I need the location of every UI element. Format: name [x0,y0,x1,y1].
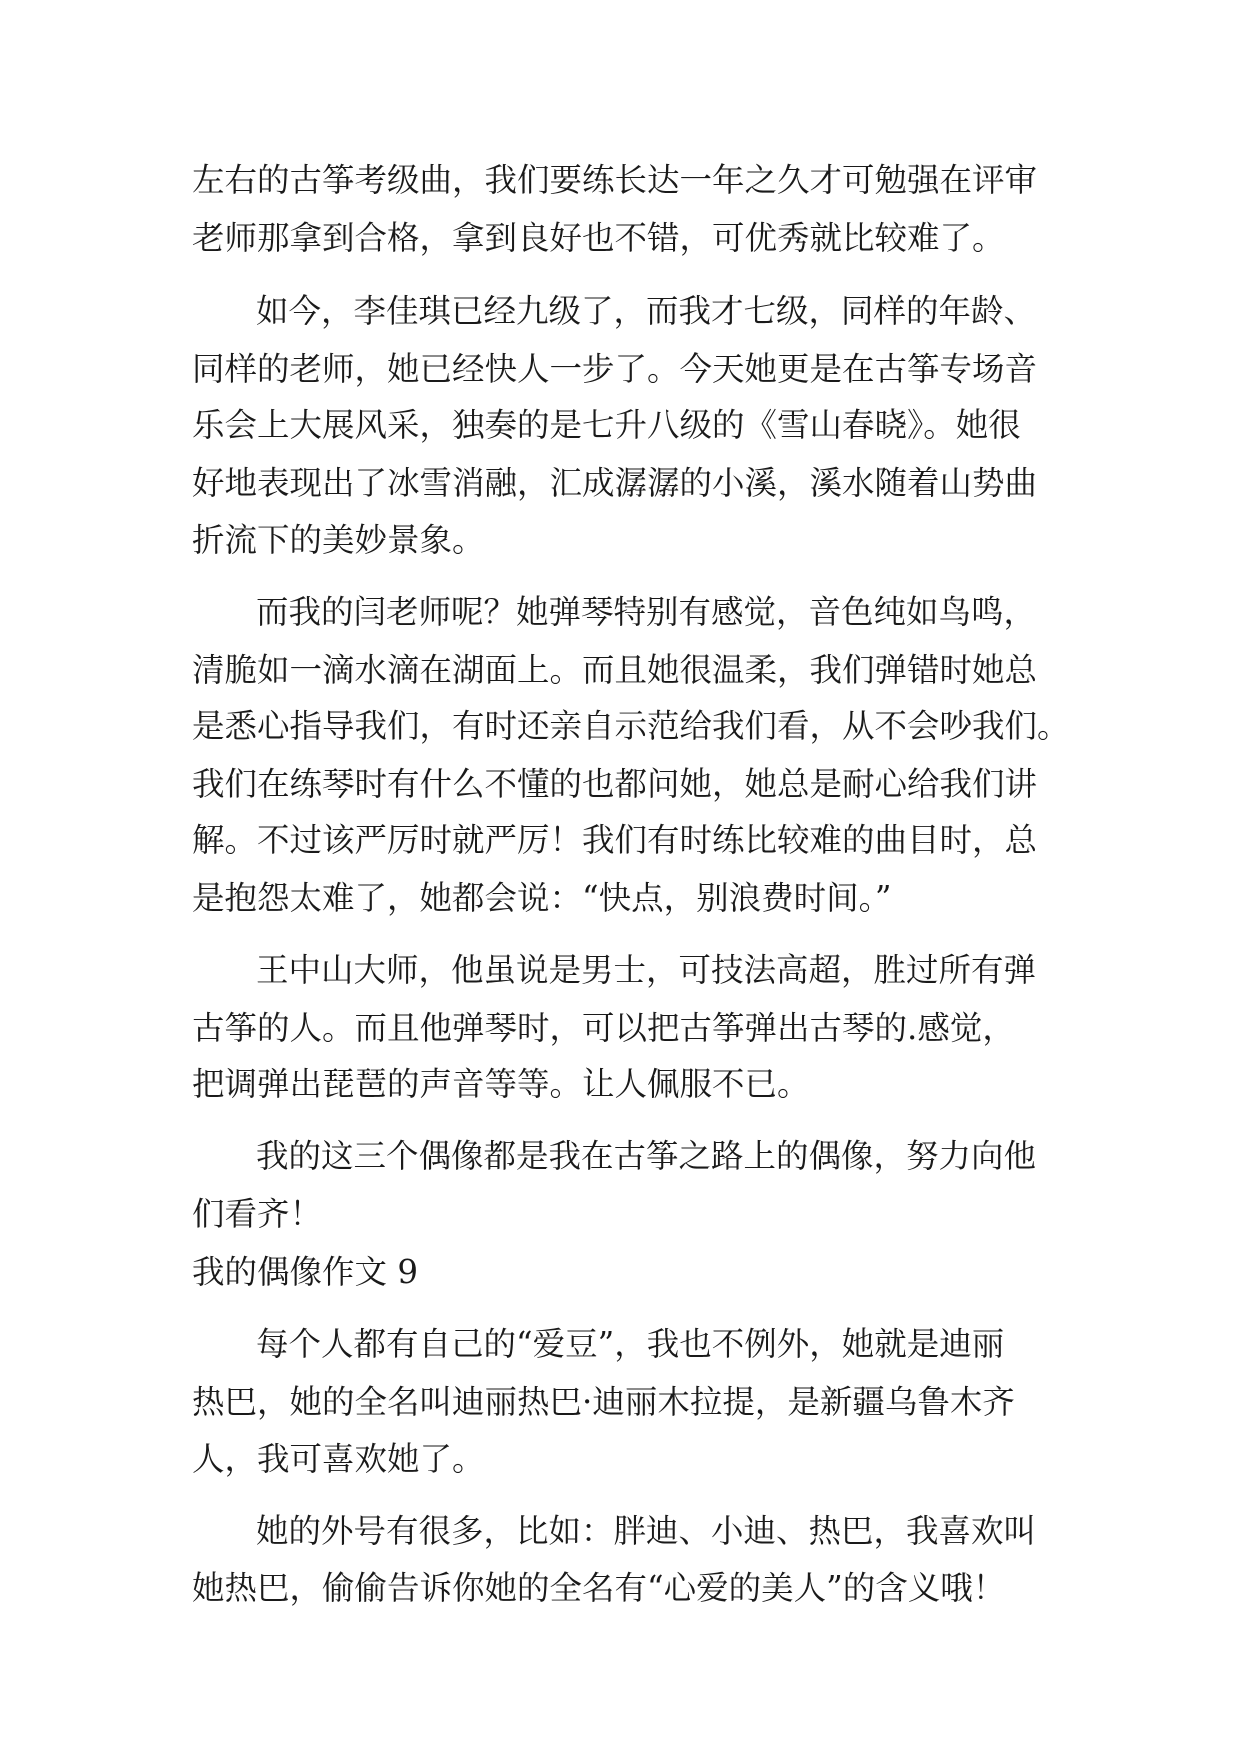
text-line: 折流下的美妙景象。 [192,521,485,559]
paragraph-first-line: 如今，李佳琪已经九级了，而我才七级，同样的年龄、 [256,292,1037,330]
text-line: 清脆如一滴水滴在湖面上。而且她很温柔，我们弹错时她总 [192,651,1038,689]
paragraph-first-line: 我的这三个偶像都是我在古筝之路上的偶像，努力向他 [256,1137,1037,1175]
text-line: 老师那拿到合格，拿到良好也不错，可优秀就比较难了。 [192,219,1005,257]
text-line: 左右的古筝考级曲，我们要练长达一年之久才可勉强在评审 [192,161,1038,199]
text-line: 是悉心指导我们，有时还亲自示范给我们看，从不会吵我们。 [192,707,1070,745]
text-line: 把调弹出琵琶的声音等等。让人佩服不已。 [192,1065,810,1103]
text-line: 乐会上大展风采，独奏的是七升八级的《雪山春晓》。她很 [192,406,1021,444]
section-heading: 我的偶像作文 9 [192,1253,419,1291]
text-line: 解。不过该严厉时就严厉！我们有时练比较难的曲目时，总 [192,821,1038,859]
text-line: 们看齐！ [192,1195,323,1233]
text-line: 是抱怨太难了，她都会说：“快点，别浪费时间。” [192,879,892,917]
paragraph-first-line: 每个人都有自己的“爱豆”，我也不例外，她就是迪丽 [256,1325,1005,1363]
paragraph-first-line: 王中山大师，他虽说是男士，可技法高超，胜过所有弹 [256,951,1037,989]
text-line: 同样的老师，她已经快人一步了。今天她更是在古筝专场音 [192,350,1038,388]
paragraph-first-line: 而我的闫老师呢？她弹琴特别有感觉，音色纯如鸟鸣， [256,593,1037,631]
text-line: 古筝的人。而且他弹琴时，可以把古筝弹出古琴的.感觉， [192,1009,1015,1047]
paragraph-first-line: 她的外号有很多，比如：胖迪、小迪、热巴，我喜欢叫 [256,1512,1037,1550]
text-line: 人，我可喜欢她了。 [192,1440,485,1478]
text-line: 热巴，她的全名叫迪丽热巴·迪丽木拉提，是新疆乌鲁木齐 [192,1383,1015,1421]
text-line: 我们在练琴时有什么不懂的也都问她，她总是耐心给我们讲 [192,765,1038,803]
text-line: 她热巴，偷偷告诉你她的全名有“心爱的美人”的含义哦！ [192,1569,1006,1607]
text-line: 好地表现出了冰雪消融，汇成潺潺的小溪，溪水随着山势曲 [192,464,1038,502]
